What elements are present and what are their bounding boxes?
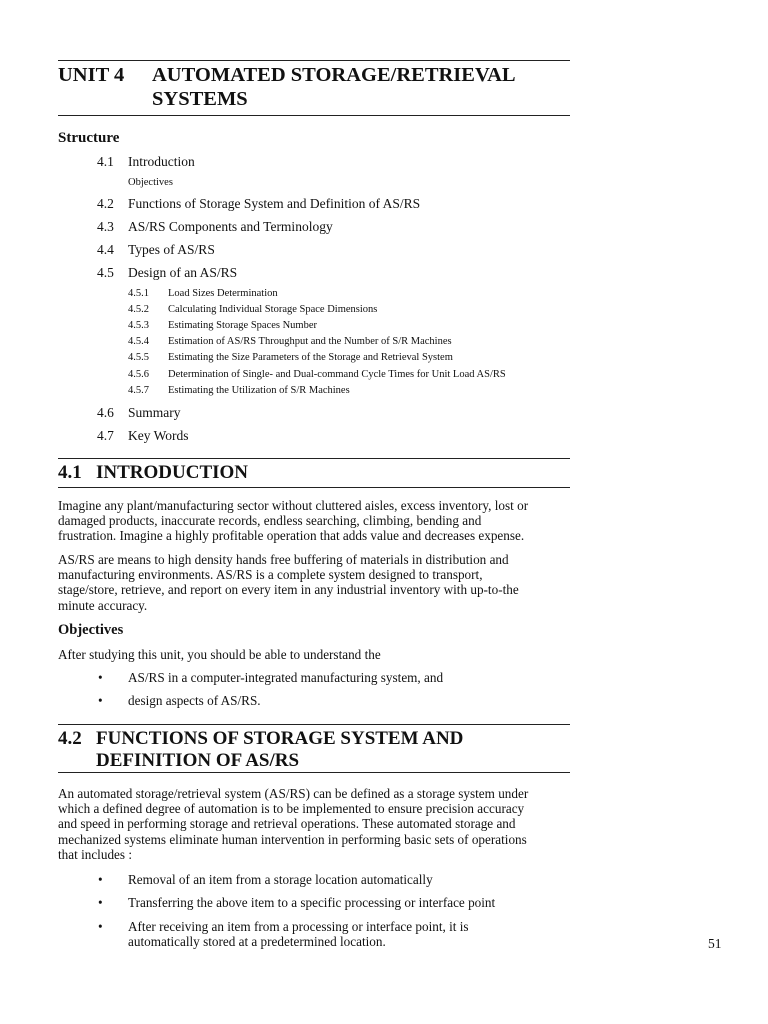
section-title: INTRODUCTION (96, 462, 249, 483)
text-line: minute accuracy. (58, 597, 148, 613)
list-item-text (128, 919, 469, 949)
toc-item-label: Types of AS/RS (128, 242, 215, 257)
page-number: 51 (708, 936, 722, 951)
section-number: 4.1 (58, 462, 82, 483)
list-item-text: design aspects of AS/RS. (128, 693, 261, 708)
toc-subitem-number: 4.5.1 (128, 288, 149, 299)
section-rule (58, 772, 570, 773)
toc-item-label: Functions of Storage System and Definition of AS/RS (128, 196, 421, 211)
intro-paragraph-2 (58, 552, 570, 613)
section-rule (58, 458, 570, 459)
toc-item-number: 4.6 (97, 405, 114, 420)
toc-subitem-label: Estimation of AS/RS Throughput and the Number of S/R Machines (168, 336, 452, 347)
text-line: automatically stored at a predetermined location. (128, 934, 386, 950)
toc-item-label: Introduction (128, 154, 195, 169)
toc-item-number: 4.3 (97, 219, 114, 234)
text-line: An automated storage/retrieval system (AS/RS) can be defined as a storage system under (58, 786, 529, 801)
toc-subitem-number: 4.5.2 (128, 304, 149, 315)
section-rule (58, 724, 570, 725)
toc-item-number: 4.2 (97, 196, 114, 211)
toc-item-label: Key Words (128, 428, 189, 443)
text-line: manufacturing environments. AS/RS is a complete system designed to transport, (58, 567, 483, 583)
text-line: that includes : (58, 846, 132, 862)
toc-subitem-objectives[interactable] (128, 177, 173, 188)
section-number: 4.2 (58, 728, 82, 749)
list-item-text (128, 872, 433, 887)
intro-paragraph-1 (58, 498, 570, 544)
text-line: Transferring the above item to a specific processing or interface point (128, 895, 496, 910)
toc-subitem-number: 4.5.5 (128, 352, 149, 363)
bullet-icon: • (98, 693, 103, 708)
section-title-line-1: FUNCTIONS OF STORAGE SYSTEM AND (96, 728, 464, 749)
bullet-icon: • (98, 670, 103, 685)
section-title-line-2: DEFINITION OF AS/RS (96, 750, 300, 771)
objectives-heading: Objectives (58, 622, 124, 638)
toc-item-number: 4.1 (97, 154, 114, 169)
toc-subitem-number: 4.5.3 (128, 320, 149, 331)
toc-item-label: Objectives (128, 177, 173, 188)
text-line: which a defined degree of automation is to be implemented to ensure precision accuracy (58, 801, 525, 817)
text-line: Removal of an item from a storage location automatically (128, 872, 433, 887)
text-line: mechanized systems eliminate human intervention in performing basic sets of operations (58, 831, 527, 847)
toc-subitem-label: Load Sizes Determination (168, 288, 278, 299)
text-line: AS/RS are means to high density hands free buffering of materials in distribution and (58, 552, 509, 567)
text-line: stage/store, retrieve, and report on every item in any industrial inventory with up-to-the (58, 582, 519, 598)
list-item-text: AS/RS in a computer-integrated manufacturing system, and (128, 670, 444, 685)
toc-subitem-label: Determination of Single- and Dual-command Cycle Times for Unit Load AS/RS (168, 369, 506, 380)
list-item-text (128, 895, 495, 910)
bullet-icon: • (98, 919, 103, 934)
unit-title-rule (58, 115, 570, 116)
toc-item-number: 4.7 (97, 428, 114, 443)
text-line: frustration. Imagine a highly profitable operation that adds value and decreases expense. (58, 528, 525, 544)
unit-title-line-2: SYSTEMS (152, 88, 248, 110)
toc-subitem-label: Estimating Storage Spaces Number (168, 320, 318, 331)
definition-paragraph (58, 786, 570, 862)
toc-subitem-label: Calculating Individual Storage Space Dimensions (168, 304, 378, 315)
toc-subitem-number: 4.5.4 (128, 336, 149, 347)
toc-subitem-label: Estimating the Size Parameters of the Storage and Retrieval System (168, 352, 453, 363)
text-line: After receiving an item from a processing or interface point, it is (128, 919, 469, 934)
text-line: damaged products, inaccurate records, endless searching, climbing, bending and (58, 513, 482, 529)
top-rule (58, 60, 570, 61)
toc-item-number: 4.4 (97, 242, 114, 257)
toc-subitem-number: 4.5.7 (128, 385, 149, 396)
section-rule (58, 487, 570, 488)
unit-title-line-1: AUTOMATED STORAGE/RETRIEVAL (152, 64, 516, 86)
toc-item-label: Summary (128, 405, 181, 420)
toc-item-label: Design of an AS/RS (128, 265, 238, 280)
text-line: After studying this unit, you should be able to understand the (58, 647, 381, 662)
toc-subitem-label: Estimating the Utilization of S/R Machines (168, 385, 350, 396)
toc-item-number: 4.5 (97, 265, 114, 280)
toc-subitem-number: 4.5.6 (128, 369, 149, 380)
unit-number: UNIT 4 (58, 64, 125, 86)
structure-heading: Structure (58, 130, 120, 146)
objectives-intro (58, 647, 570, 662)
bullet-icon: • (98, 895, 103, 910)
text-line: and speed in performing storage and retrieval operations. These automated storage and (58, 816, 516, 832)
text-line: Imagine any plant/manufacturing sector without cluttered aisles, excess inventory, lost or (58, 498, 529, 513)
toc-item-label: AS/RS Components and Terminology (128, 219, 333, 234)
bullet-icon: • (98, 872, 103, 887)
